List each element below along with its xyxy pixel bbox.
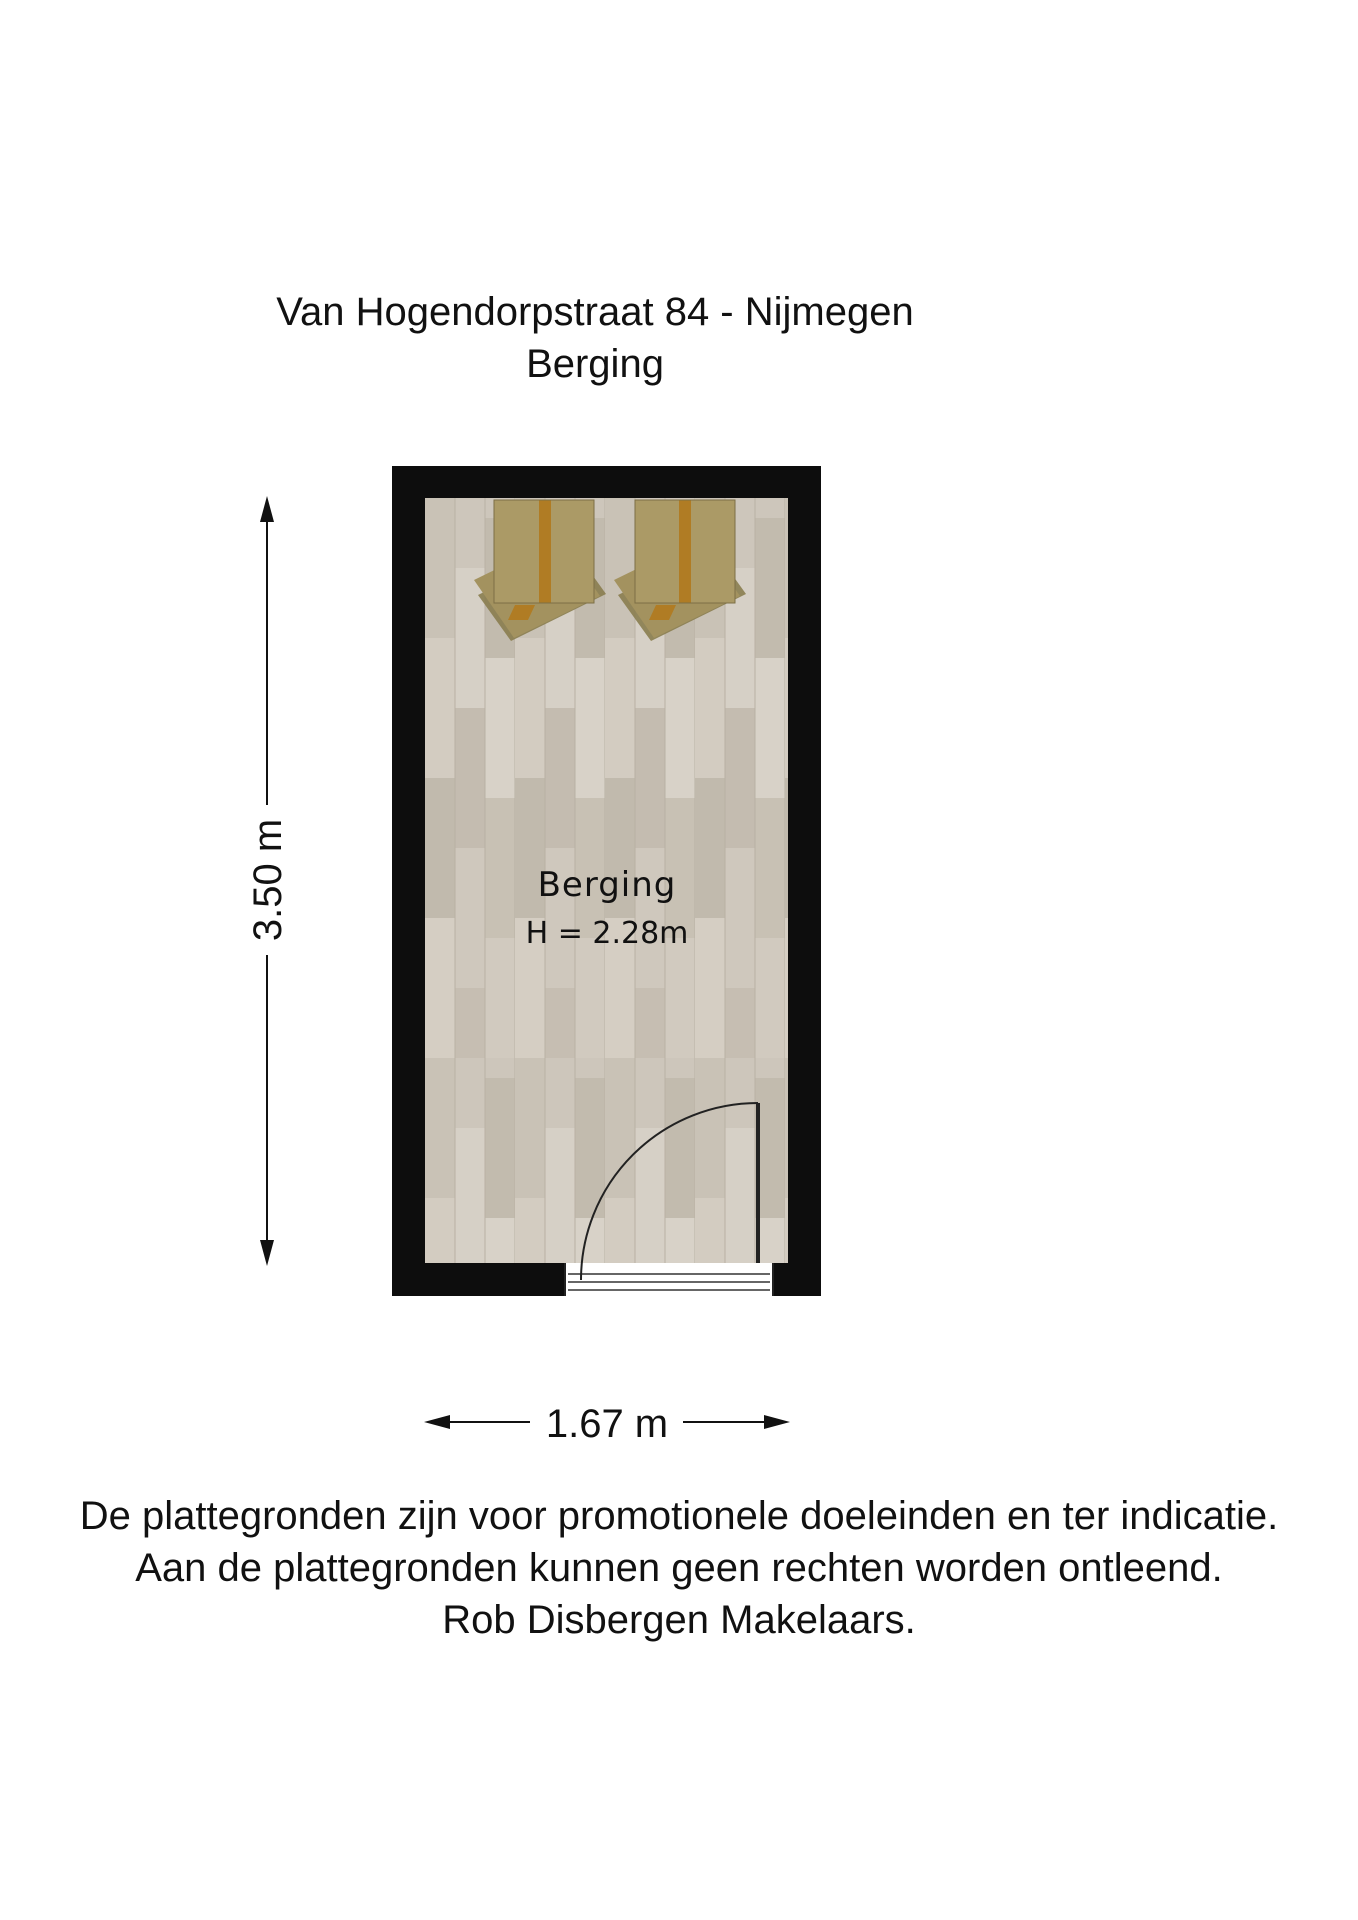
room-name-label: Berging bbox=[537, 865, 677, 905]
disclaimer-line-1: De plattegronden zijn voor promotionele doeleinden en ter indicatie. bbox=[79, 1494, 1279, 1538]
width-dimension bbox=[424, 1402, 790, 1446]
plan-floor-title: Berging bbox=[526, 342, 664, 386]
height-dimension bbox=[246, 496, 290, 1266]
room-height-label: H = 2.28m bbox=[525, 916, 689, 951]
height-dimension-label: 3.50 m bbox=[246, 818, 290, 942]
width-dimension-label: 1.67 m bbox=[545, 1402, 669, 1446]
disclaimer-line-3: Rob Disbergen Makelaars. bbox=[442, 1598, 916, 1642]
disclaimer-line-2: Aan de plattegronden kunnen geen rechten worden ontleend. bbox=[135, 1546, 1223, 1590]
plan-address-title: Van Hogendorpstraat 84 - Nijmegen bbox=[276, 290, 914, 334]
